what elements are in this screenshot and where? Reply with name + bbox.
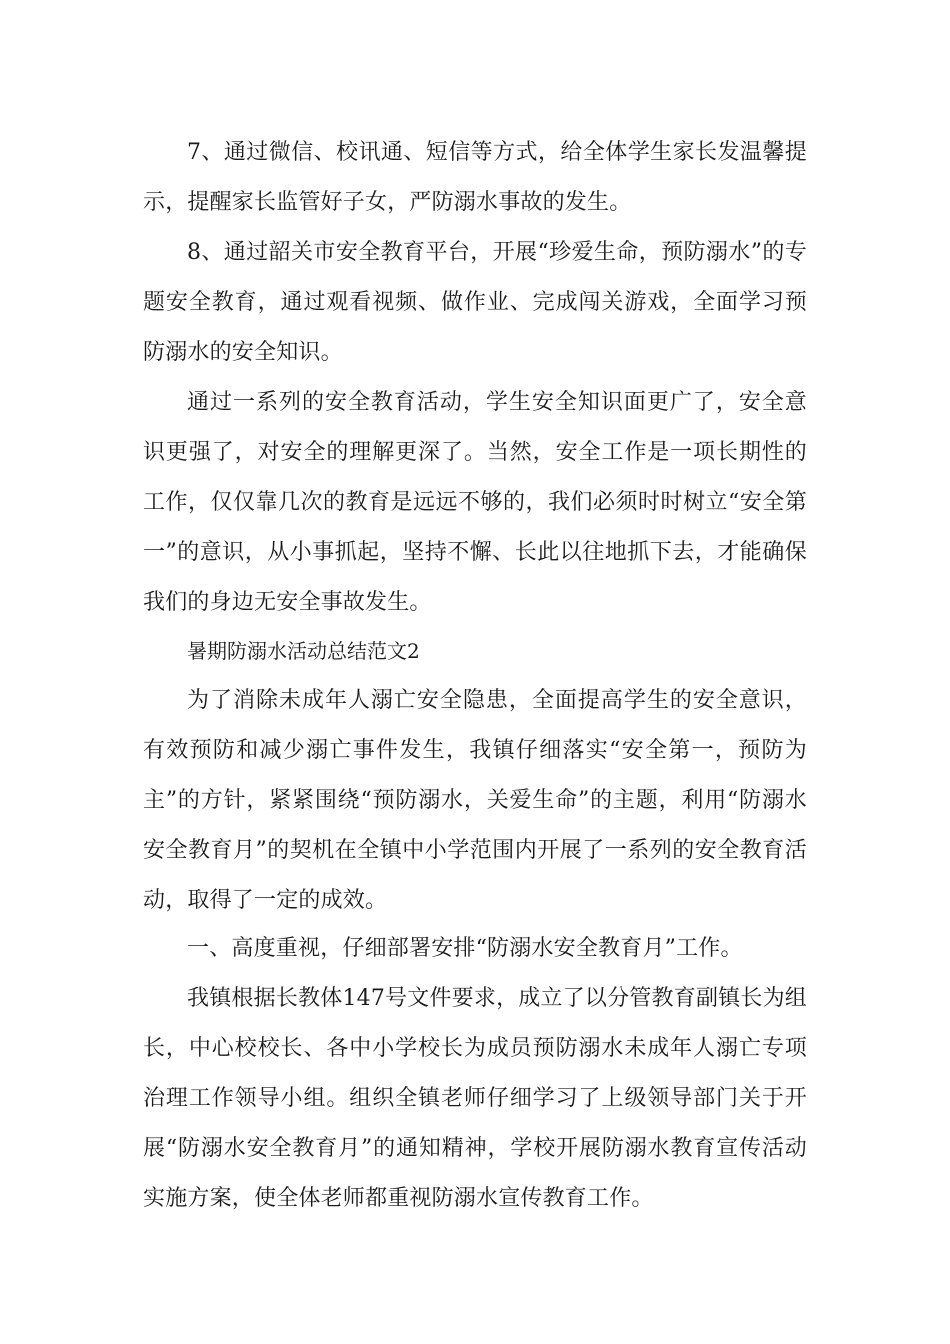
paragraph-intro-2: 为了消除未成年人溺亡安全隐患，全面提高学生的安全意识，有效预防和减少溺亡事件发生，我镇仔细落实“安全第一，预防为主”的方针，紧紧围绕“预防溺水，关爱生命”的主题，利用“防溺水安全教育月”的契机在全镇中小学范围内开展了一系列的安全教育活动，取得了一定的成效。 (143, 688, 807, 913)
paragraph-section-1-body: 我镇根据长教体147号文件要求，成立了以分管教育副镇长为组长，中心校校长、各中小学校长为成员预防溺水未成年人溺亡专项治理工作领导小组。组织全镇老师仔细学习了上级领导部门关于开展“防溺水安全教育月”的通知精神，学校开展防溺水教育宣传活动实施方案，使全体老师都重视防溺水宣传教育工作。 (143, 986, 807, 1211)
section-title: 暑期防溺水活动总结范文2 (187, 639, 420, 663)
section-heading-1: 一、高度重视，仔细部署安排“防溺水安全教育月”工作。 (187, 936, 743, 961)
paragraph-item-8: 8、通过韶关市安全教育平台，开展“珍爱生命，预防溺水”的专题安全教育，通过观看视频、做作业、完成闯关游戏，全面学习预防溺水的安全知识。 (143, 240, 807, 365)
paragraph-summary: 通过一系列的安全教育活动，学生安全知识面更广了，安全意识更强了，对安全的理解更深了。当然，安全工作是一项长期性的工作，仅仅靠几次的教育是远远不够的，我们必须时时树立“安全第一”的意识，从小事抓起，坚持不懈、长此以往地抓下去，才能确保我们的身边无安全事故发生。 (143, 390, 807, 615)
paragraph-item-7: 7、通过微信、校讯通、短信等方式，给全体学生家长发温馨提示，提醒家长监管好子女，严防溺水事故的发生。 (143, 140, 807, 215)
